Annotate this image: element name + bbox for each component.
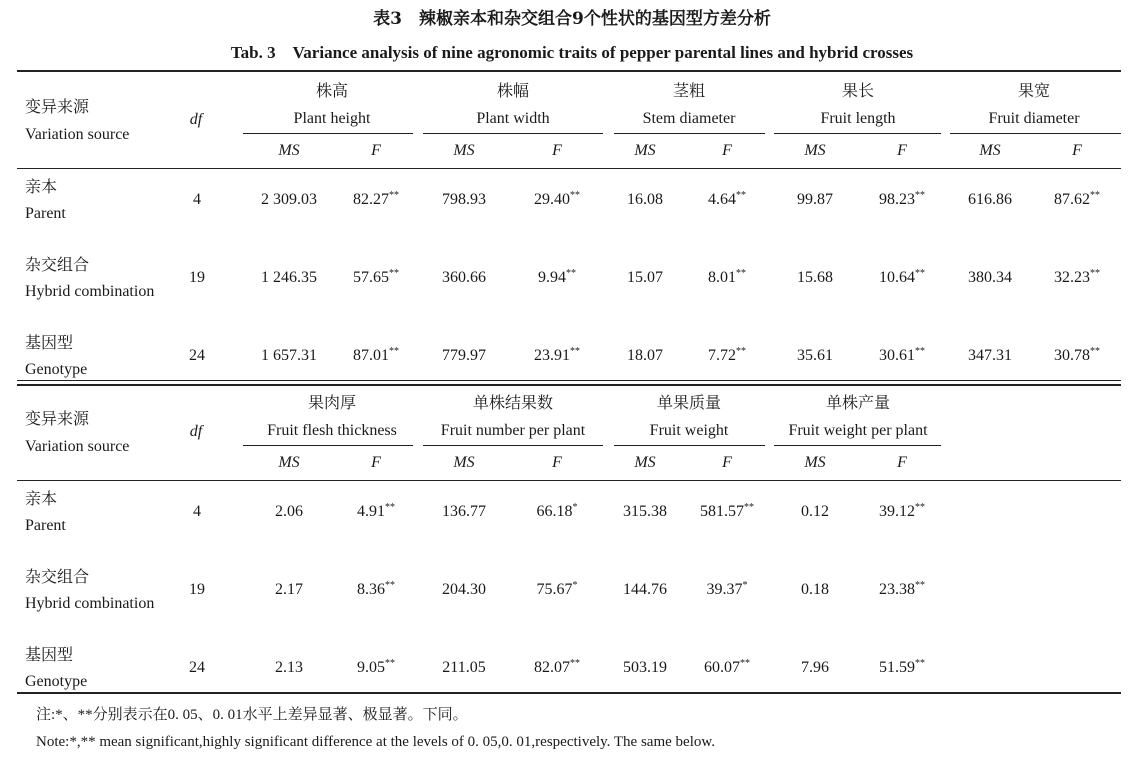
significance-mark: ** — [915, 580, 925, 591]
f-value: 87.01** — [353, 346, 399, 364]
block2-source-en: Variation source — [25, 438, 130, 455]
block1-f-header: F — [371, 142, 381, 159]
f-value: 82.07** — [534, 658, 580, 676]
f-value: 51.59** — [879, 658, 925, 676]
f-value: 10.64** — [879, 268, 925, 286]
block1-trait-underline — [243, 133, 413, 134]
row-label-cn: 亲本 — [25, 177, 58, 196]
ms-value: 15.68 — [797, 269, 833, 286]
block2-trait-cn: 单株结果数 — [472, 393, 554, 412]
significance-mark: ** — [570, 658, 580, 669]
block2-trait-cn: 单果质量 — [656, 393, 722, 412]
f-value: 7.72** — [708, 346, 746, 364]
f-value: 82.27** — [353, 190, 399, 208]
block1-f-header: F — [1072, 142, 1082, 159]
block2-ms-header: MS — [634, 454, 656, 471]
ms-value: 0.18 — [801, 581, 829, 598]
ms-value: 211.05 — [442, 659, 486, 676]
row-label-en: Parent — [25, 517, 66, 534]
block1-trait-cn: 株高 — [315, 81, 349, 100]
ms-value: 204.30 — [442, 581, 486, 598]
ms-value: 616.86 — [968, 191, 1012, 208]
significance-mark: ** — [915, 268, 925, 279]
ms-value: 503.19 — [623, 659, 667, 676]
block2-f-header: F — [722, 454, 732, 471]
block2-header-rule — [17, 480, 1121, 481]
f-value: 29.40** — [534, 190, 580, 208]
significance-mark: ** — [915, 502, 925, 513]
block1-header-rule — [17, 168, 1121, 169]
df-value: 19 — [189, 269, 205, 286]
f-value: 98.23** — [879, 190, 925, 208]
block1-trait-underline — [950, 133, 1121, 134]
block2-trait-en: Fruit weight per plant — [788, 422, 928, 439]
f-value: 4.64** — [708, 190, 746, 208]
f-value: 9.94** — [538, 268, 576, 286]
significance-mark: ** — [389, 268, 399, 279]
block1-trait-en: Plant height — [293, 110, 371, 127]
block2-trait-cn: 果肉厚 — [307, 393, 357, 412]
block1-source-en: Variation source — [25, 126, 130, 143]
ms-value: 1 246.35 — [261, 269, 317, 286]
f-value: 30.78** — [1054, 346, 1100, 364]
block1-trait-en: Plant width — [476, 110, 550, 127]
ms-value: 315.38 — [623, 503, 667, 520]
f-value: 75.67* — [536, 580, 578, 598]
significance-mark: ** — [1090, 346, 1100, 357]
significance-mark: ** — [570, 346, 580, 357]
ms-value: 779.97 — [442, 347, 486, 364]
f-value: 23.38** — [879, 580, 925, 598]
block1-f-header: F — [552, 142, 562, 159]
block1-source-cn: 变异来源 — [25, 97, 90, 116]
f-value: 32.23** — [1054, 268, 1100, 286]
block1-trait-en: Stem diameter — [642, 110, 736, 127]
block1-trait-cn: 果宽 — [1017, 81, 1051, 100]
row-label-cn: 亲本 — [25, 489, 58, 508]
block1-ms-header: MS — [979, 142, 1001, 159]
ms-value: 35.61 — [797, 347, 833, 364]
df-value: 19 — [189, 581, 205, 598]
ms-value: 347.31 — [968, 347, 1012, 364]
f-value: 4.91** — [357, 502, 395, 520]
df-value: 24 — [189, 659, 205, 676]
df-value: 4 — [193, 191, 201, 208]
block1-trait-underline — [774, 133, 941, 134]
ms-value: 15.07 — [627, 269, 663, 286]
block2-ms-header: MS — [804, 454, 826, 471]
row-label-cn: 基因型 — [25, 333, 74, 352]
block1-df-header: df — [189, 111, 203, 128]
block2-trait-en: Fruit weight — [649, 422, 729, 439]
f-value: 39.12** — [879, 502, 925, 520]
ms-value: 380.34 — [968, 269, 1012, 286]
significance-mark: ** — [736, 346, 746, 357]
block2-trait-cn: 单株产量 — [825, 393, 891, 412]
significance-mark: ** — [915, 658, 925, 669]
note-cn: 注:*、**分别表示在0. 05、0. 01水平上差异显著、极显著。下同。 — [36, 707, 468, 723]
block2-trait-underline — [774, 445, 941, 446]
f-value: 39.37* — [706, 580, 748, 598]
row-label-en: Hybrid combination — [25, 283, 155, 300]
significance-mark: ** — [1090, 190, 1100, 201]
f-value: 57.65** — [353, 268, 399, 286]
ms-value: 7.96 — [801, 659, 829, 676]
block2-trait-underline — [243, 445, 413, 446]
row-label-en: Genotype — [25, 361, 88, 378]
block1-ms-header: MS — [453, 142, 475, 159]
note-en: Note:*,** mean significant,highly significant difference at the levels of 0. 05,0. 01,respectively. The same below. — [36, 734, 715, 750]
block1-trait-cn: 株幅 — [496, 81, 530, 100]
block2-f-header: F — [371, 454, 381, 471]
f-value: 66.18* — [536, 502, 578, 520]
bottom-rule — [17, 692, 1121, 694]
ms-value: 99.87 — [797, 191, 833, 208]
f-value: 23.91** — [534, 346, 580, 364]
top-rule — [17, 70, 1121, 72]
block2-ms-header: MS — [453, 454, 475, 471]
ms-value: 2.06 — [275, 503, 303, 520]
f-value: 87.62** — [1054, 190, 1100, 208]
f-value: 30.61** — [879, 346, 925, 364]
row-label-cn: 杂交组合 — [25, 255, 90, 274]
block1-trait-underline — [614, 133, 765, 134]
block2-trait-en: Fruit number per plant — [440, 422, 586, 439]
block2-ms-header: MS — [278, 454, 300, 471]
block2-f-header: F — [552, 454, 562, 471]
significance-mark: ** — [736, 190, 746, 201]
block2-df-header: df — [189, 423, 203, 440]
ms-value: 1 657.31 — [261, 347, 317, 364]
significance-mark: ** — [740, 658, 750, 669]
significance-mark: * — [572, 502, 578, 513]
block1-trait-cn: 茎粗 — [672, 81, 706, 100]
significance-mark: * — [572, 580, 578, 591]
row-label-cn: 杂交组合 — [25, 567, 90, 586]
block1-trait-en: Fruit length — [820, 110, 896, 127]
block2-trait-underline — [423, 445, 603, 446]
significance-mark: ** — [385, 580, 395, 591]
block1-ms-header: MS — [634, 142, 656, 159]
ms-value: 2.17 — [275, 581, 303, 598]
ms-value: 18.07 — [627, 347, 663, 364]
f-value: 581.57** — [700, 502, 754, 520]
significance-mark: ** — [1090, 268, 1100, 279]
significance-mark: ** — [570, 190, 580, 201]
significance-mark: ** — [385, 502, 395, 513]
f-value: 60.07** — [704, 658, 750, 676]
middle-rule-b — [17, 384, 1121, 386]
middle-rule-a — [17, 380, 1121, 381]
significance-mark: ** — [915, 190, 925, 201]
ms-value: 2 309.03 — [261, 191, 317, 208]
block2-source-cn: 变异来源 — [25, 409, 90, 428]
row-label-en: Genotype — [25, 673, 88, 690]
significance-mark: ** — [915, 346, 925, 357]
block1-ms-header: MS — [278, 142, 300, 159]
block1-trait-en: Fruit diameter — [988, 110, 1080, 127]
block1-trait-underline — [423, 133, 603, 134]
block1-ms-header: MS — [804, 142, 826, 159]
block2-f-header: F — [897, 454, 907, 471]
block1-f-header: F — [897, 142, 907, 159]
ms-value: 2.13 — [275, 659, 303, 676]
significance-mark: ** — [566, 268, 576, 279]
ms-value: 136.77 — [442, 503, 486, 520]
significance-mark: ** — [385, 658, 395, 669]
ms-value: 16.08 — [627, 191, 663, 208]
significance-mark: ** — [736, 268, 746, 279]
df-value: 24 — [189, 347, 205, 364]
significance-mark: ** — [744, 502, 754, 513]
row-label-en: Hybrid combination — [25, 595, 155, 612]
f-value: 8.36** — [357, 580, 395, 598]
f-value: 9.05** — [357, 658, 395, 676]
table-title-cn: 表3 辣椒亲本和杂交组合9个性状的基因型方差分析 — [373, 9, 771, 29]
df-value: 4 — [193, 503, 201, 520]
row-label-en: Parent — [25, 205, 66, 222]
ms-value: 144.76 — [623, 581, 667, 598]
row-label-cn: 基因型 — [25, 645, 74, 664]
block1-trait-cn: 果长 — [841, 81, 875, 100]
f-value: 8.01** — [708, 268, 746, 286]
significance-mark: * — [742, 580, 748, 591]
ms-value: 360.66 — [442, 269, 486, 286]
significance-mark: ** — [389, 346, 399, 357]
block1-f-header: F — [722, 142, 732, 159]
block2-trait-underline — [614, 445, 765, 446]
ms-value: 798.93 — [442, 191, 486, 208]
block2-trait-en: Fruit flesh thickness — [267, 422, 397, 439]
ms-value: 0.12 — [801, 503, 829, 520]
table-title-en: Tab. 3 Variance analysis of nine agronomic traits of pepper parental lines and hybrid crosses — [230, 43, 914, 62]
significance-mark: ** — [389, 190, 399, 201]
